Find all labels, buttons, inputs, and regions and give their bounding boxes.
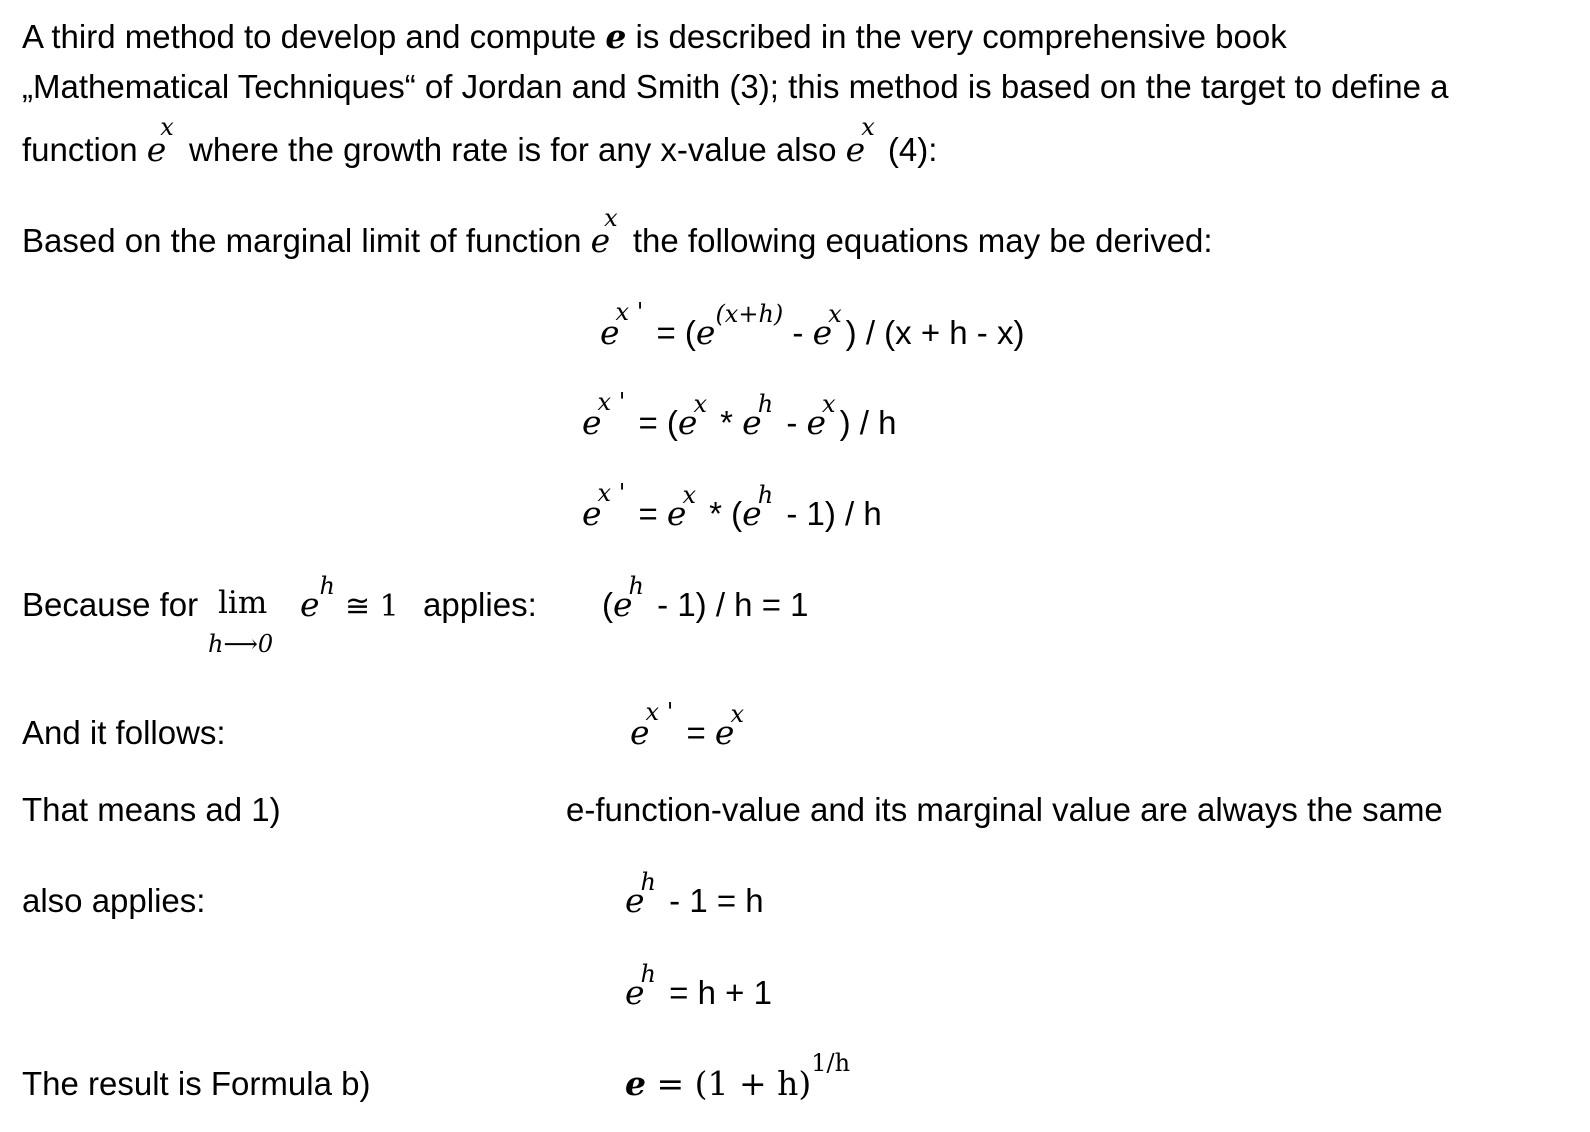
eq-text: - 1) / h [777, 495, 882, 532]
formula-b [625, 1049, 851, 1103]
e-symbol: e [590, 221, 611, 260]
equation-7 [625, 960, 772, 1012]
intro-text: (4): [878, 131, 938, 168]
intro-text: A third method to develop and compute [22, 18, 606, 55]
eq-text: = [629, 495, 667, 532]
eq-text: - 1) / h = 1 [648, 586, 809, 623]
lim-expression [300, 572, 335, 624]
e-symbol: e [605, 17, 627, 56]
eq-text: = ( [647, 314, 696, 351]
exponent: h [757, 481, 774, 509]
intro-text: where the growth rate is for any x-value also [179, 131, 846, 168]
follows-label: And it follows: [22, 714, 226, 751]
because-label: Because for [22, 586, 199, 623]
e-symbol: e [300, 585, 320, 624]
e-symbol: e [146, 130, 167, 169]
intro-text: function [22, 131, 147, 168]
exponent: h [757, 390, 774, 418]
eq-text: = h + 1 [660, 974, 772, 1011]
h-to-zero: h⟶0 [208, 630, 274, 658]
based-text: Based on the marginal limit of function [22, 222, 591, 259]
exponent: x ' [597, 479, 626, 507]
e-symbol: e [625, 973, 645, 1012]
e-symbol: e [677, 403, 698, 442]
e-symbol: e [613, 585, 633, 624]
e-symbol: e [742, 403, 762, 442]
e-symbol: e [666, 494, 687, 533]
exponent: h [628, 572, 644, 600]
e-symbol: e [600, 313, 620, 352]
exponent: x ' [645, 698, 674, 726]
e-symbol: e [742, 494, 762, 533]
exponent: x [160, 113, 174, 141]
eq-text: - [777, 404, 807, 441]
eq-text: * [710, 404, 743, 441]
intro-line-1 [22, 17, 1287, 56]
intro-line-2: „Mathematical Techniques“ of Jordan and Smith (3); this method is based on the target to define a [22, 68, 1449, 105]
exponent: h [640, 960, 656, 988]
e-symbol: e [625, 881, 645, 920]
lim-subscript [208, 632, 273, 656]
equation-3 [582, 479, 882, 533]
intro-line-3 [22, 113, 938, 169]
e-symbol: e [695, 313, 716, 352]
equation-5 [630, 698, 748, 752]
e-symbol: e [812, 313, 833, 352]
result-label: The result is Formula b) [22, 1065, 371, 1102]
equation-1 [600, 298, 1025, 352]
exponent: x ' [615, 298, 644, 326]
exponent: x [861, 113, 875, 141]
exponent: h [640, 868, 656, 896]
eq-text: - 1 = h [660, 882, 764, 919]
eq-text: ) / h [839, 404, 897, 441]
based-text: the following equations may be derived: [623, 222, 1213, 259]
eq-text: - [783, 314, 813, 351]
equation-4 [602, 572, 809, 624]
approx-one: ≅ 1 [345, 589, 399, 624]
eq-text: = (1 + h) [646, 1064, 812, 1103]
exponent: x [682, 481, 696, 509]
exponent: x [730, 700, 744, 728]
exponent: x ' [597, 388, 626, 416]
eq-text: * ( [699, 495, 743, 532]
exponent: x [693, 390, 707, 418]
based-line [22, 204, 1213, 260]
applies-label: applies: [423, 586, 537, 623]
exponent: x [822, 390, 836, 418]
eq-text: = ( [629, 404, 678, 441]
equation-2 [582, 388, 897, 442]
exponent: (x+h) [715, 300, 784, 328]
also-label: also applies: [22, 882, 206, 919]
e-symbol: e [845, 130, 866, 169]
eq-text: ( [602, 586, 613, 623]
eq-text: ) / (x + h - x) [845, 314, 1025, 351]
means-label: That means ad 1) [22, 791, 281, 828]
exponent: 1/h [811, 1049, 851, 1077]
e-symbol: e [806, 403, 827, 442]
exponent: x [828, 300, 842, 328]
e-symbol: e [582, 403, 602, 442]
exponent: h [319, 572, 335, 600]
exponent: x [604, 204, 618, 232]
e-symbol: e [630, 713, 650, 752]
means-text: e-function-value and its marginal value are always the same [566, 791, 1443, 828]
e-symbol: e [582, 494, 602, 533]
lim-symbol: lim [218, 585, 268, 621]
e-symbol: e [714, 713, 735, 752]
eq-text: = [677, 714, 715, 751]
intro-text: is described in the very comprehensive book [626, 18, 1287, 55]
e-symbol: e [625, 1064, 646, 1103]
equation-6 [625, 868, 764, 920]
